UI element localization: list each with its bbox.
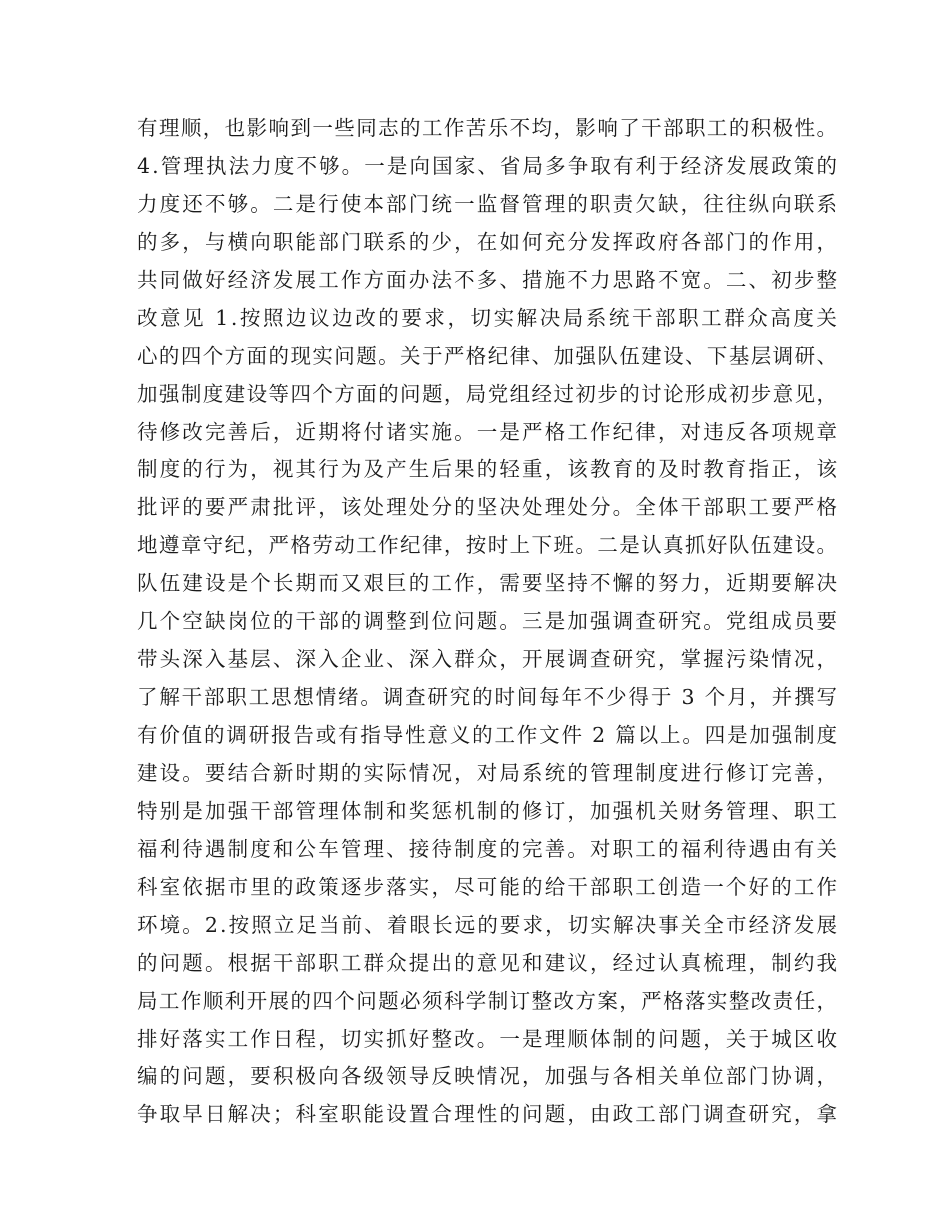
- text-line: 福利待遇制度和公车管理、接待制度的完善。对职工的福利待遇由有关: [137, 836, 840, 861]
- text-line: 地遵章守纪，严格劳动工作纪律，按时上下班。二是认真抓好队伍建设。: [137, 533, 839, 558]
- text-line: 科室依据市里的政策逐步落实，尽可能的给干部职工创造一个好的工作: [137, 874, 840, 899]
- text-line: 带头深入基层、深入企业、深入群众，开展调查研究，掌握污染情况，: [137, 647, 840, 672]
- text-line: 的多，与横向职能部门联系的少，在如何充分发挥政府各部门的作用，: [137, 229, 840, 254]
- text-line: 排好落实工作日程，切实抓好整改。一是理顺体制的问题，关于城区收: [137, 1026, 840, 1051]
- text-line: 有理顺，也影响到一些同志的工作苦乐不均，影响了干部职工的积极性。: [137, 116, 839, 140]
- text-line: 待修改完善后，近期将付诸实施。一是严格工作纪律，对违反各项规章: [137, 419, 840, 444]
- text-line: 队伍建设是个长期而又艰巨的工作，需要坚持不懈的努力，近期要解决: [137, 571, 840, 596]
- text-line: 的问题。根据干部职工群众提出的意见和建议，经过认真梳理，制约我: [137, 950, 840, 975]
- text-line: 局工作顺利开展的四个问题必须科学制订整改方案，严格落实整改责任，: [137, 988, 839, 1013]
- text-line: 建设。要结合新时期的实际情况，对局系统的管理制度进行修订完善，: [137, 760, 840, 785]
- text-line: 共同做好经济发展工作方面办法不多、措施不力思路不宽。二、初步整: [137, 267, 840, 292]
- text-line: 有价值的调研报告或有指导性意义的工作文件 2 篇以上。四是加强制度: [137, 723, 839, 747]
- text-line: 改意见 1.按照边议边改的要求，切实解决局系统干部职工群众高度关: [137, 305, 840, 330]
- text-line: 心的四个方面的现实问题。关于严格纪律、加强队伍建设、下基层调研、: [137, 343, 839, 368]
- text-line: 环境。2.按照立足当前、着眼长远的要求，切实解决事关全市经济发展: [137, 912, 840, 937]
- text-line: 力度还不够。二是行使本部门统一监督管理的职责欠缺，往往纵向联系: [137, 191, 840, 216]
- text-line: 4.管理执法力度不够。一是向国家、省局多争取有利于经济发展政策的: [137, 153, 840, 178]
- text-line: 制度的行为，视其行为及产生后果的轻重，该教育的及时教育指正，该: [137, 457, 840, 482]
- text-line: 争取早日解决；科室职能设置合理性的问题，由政工部门调查研究，拿: [137, 1102, 840, 1127]
- text-line: 加强制度建设等四个方面的问题，局党组经过初步的讨论形成初步意见，: [137, 381, 839, 406]
- body-text: [137, 110, 840, 1134]
- text-line: 了解干部职工思想情绪。调查研究的时间每年不少得于 3 个月，并撰写: [137, 685, 839, 710]
- text-line: 特别是加强干部管理体制和奖惩机制的修订，加强机关财务管理、职工: [137, 798, 840, 823]
- text-line: 批评的要严肃批评，该处理处分的坚决处理处分。全体干部职工要严格: [137, 495, 840, 520]
- text-line: 编的问题，要积极向各级领导反映情况，加强与各相关单位部门协调，: [137, 1064, 840, 1089]
- text-line: 几个空缺岗位的干部的调整到位问题。三是加强调查研究。党组成员要: [137, 609, 840, 634]
